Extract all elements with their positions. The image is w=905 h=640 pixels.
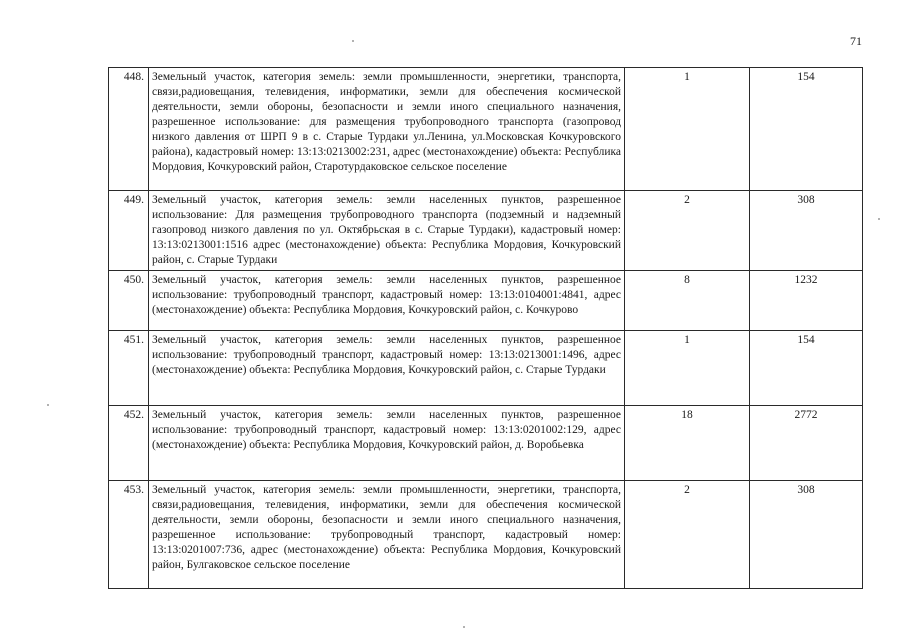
plot-description: Земельный участок, категория земель: земли населенных пунктов, разрешенное использование: трубопроводный транспорт, кадастровый номер: 13:13:0201002:129, адрес (местонахождение) объекта: Республика Мордовия, Кочкуровский район, д. Воробьевка: [149, 406, 625, 481]
row-number: 453.: [109, 481, 149, 589]
table-row: [109, 191, 863, 271]
scan-speck: [352, 40, 354, 42]
plot-amount: 1232: [750, 271, 863, 331]
plot-quantity: 2: [625, 191, 750, 271]
page-number: 71: [850, 34, 862, 48]
table-row: [109, 481, 863, 589]
scan-speck: [463, 626, 465, 628]
row-number: 448.: [109, 68, 149, 191]
plot-quantity: 1: [625, 68, 750, 191]
plot-amount: 308: [750, 481, 863, 589]
table-row: [109, 271, 863, 331]
plot-quantity: 8: [625, 271, 750, 331]
table-row: [109, 331, 863, 406]
plot-description: Земельный участок, категория земель: земли населенных пунктов, разрешенное использование: трубопроводный транспорт, кадастровый номер: 13:13:0213001:1496, адрес (местонахождение) объекта: Республика Мордовия, Кочкуровский район, с. Старые Турдаки: [149, 331, 625, 406]
row-number: 449.: [109, 191, 149, 271]
land-plots-table: [108, 67, 863, 589]
plot-amount: 154: [750, 331, 863, 406]
plot-description: Земельный участок, категория земель: земли промышленности, энергетики, транспорта, связи,радиовещания, телевидения, информатики, земли для обеспечения космической деятельности, земли обороны, безопасности и земли иного специального назначения, разрешенное использование: трубопроводный транспорт, кадастровый номер: 13:13:0201007:736, адрес (местонахождение) объекта: Республика Мордовия, Кочкуровский район, Булгаковское сельское поселение: [149, 481, 625, 589]
row-number: 452.: [109, 406, 149, 481]
row-number: 450.: [109, 271, 149, 331]
plot-quantity: 18: [625, 406, 750, 481]
row-number: 451.: [109, 331, 149, 406]
plot-amount: 2772: [750, 406, 863, 481]
plot-description: Земельный участок, категория земель: земли населенных пунктов, разрешенное использование: Для размещения трубопроводного транспорта (подземный и надземный газопровод низкого давления по ул. Октябрьская в с. Старые Турдаки), кадастровый номер: 13:13:0213001:1516 адрес (местонахождение) объекта: Республика Мордовия, Кочкуровский район, с. Старые Турдаки: [149, 191, 625, 271]
plot-amount: 308: [750, 191, 863, 271]
scan-speck: [878, 218, 880, 220]
plot-description: Земельный участок, категория земель: земли населенных пунктов, разрешенное использование: трубопроводный транспорт, кадастровый номер: 13:13:0104001:4841, адрес (местонахождение) объекта: Республика Мордовия, Кочкуровский район, с. Кочкурово: [149, 271, 625, 331]
plot-quantity: 2: [625, 481, 750, 589]
plot-amount: 154: [750, 68, 863, 191]
scan-speck: [47, 404, 49, 406]
plot-description: Земельный участок, категория земель: земли промышленности, энергетики, транспорта, связи,радиовещания, телевидения, информатики, земли для обеспечения космической деятельности, земли обороны, безопасности и земли иного специального назначения, разрешенное использование: для размещения трубопроводного транспорта (газопровод низкого давления от ШРП 9 в с. Старые Турдаки ул.Ленина, ул.Московская Кочкуровского района), кадастровый номер: 13:13:0213002:231, адрес (местонахождение) объекта: Республика Мордовия, Кочкуровский район, Старотурдаковское сельское поселение: [149, 68, 625, 191]
table-row: [109, 406, 863, 481]
table-row: [109, 68, 863, 191]
plot-quantity: 1: [625, 331, 750, 406]
